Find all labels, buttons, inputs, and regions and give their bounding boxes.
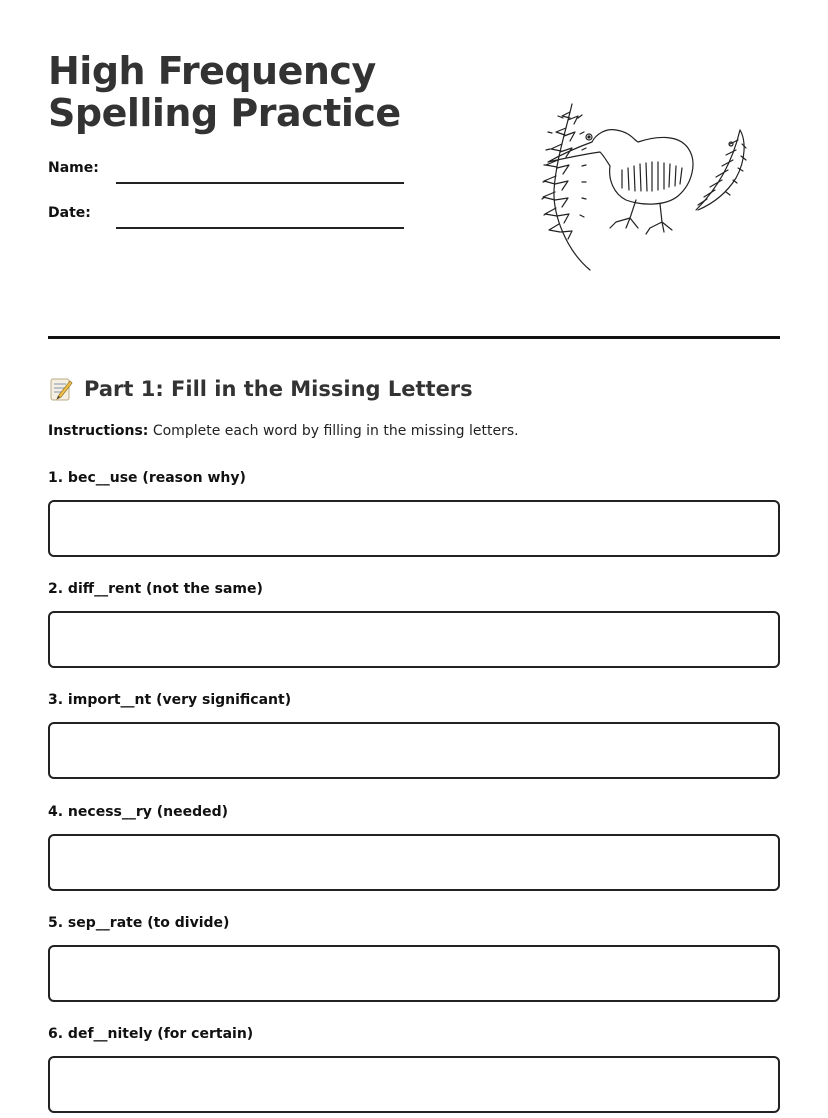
- name-field[interactable]: [116, 182, 404, 184]
- answer-box-2[interactable]: [48, 611, 780, 668]
- kiwi-bird-icon: [548, 130, 693, 234]
- instructions: [48, 423, 519, 439]
- date-field[interactable]: [116, 227, 404, 229]
- question-6: [48, 1024, 780, 1044]
- answer-box-1[interactable]: [48, 500, 780, 557]
- answer-box-6[interactable]: [48, 1056, 780, 1113]
- fern-right-icon: [696, 130, 746, 210]
- question-label: 4. necess__ry (needed): [48, 804, 229, 820]
- name-label: Name:: [48, 160, 99, 176]
- question-label: 1. bec__use (reason why): [48, 470, 246, 486]
- question-label: 2. diff__rent (not the same): [48, 581, 263, 597]
- question-2: [48, 579, 780, 599]
- question-3: [48, 690, 780, 710]
- answer-box-3[interactable]: [48, 722, 780, 779]
- section-divider: [48, 336, 780, 339]
- date-field-row: [48, 205, 404, 229]
- fern-left-icon: [542, 104, 590, 270]
- question-label: 6. def__nitely (for certain): [48, 1026, 254, 1042]
- instructions-text: Complete each word by filling in the missing letters.: [148, 423, 519, 439]
- page-title: High Frequency Spelling Practice: [48, 49, 401, 135]
- memo-icon: [48, 376, 74, 402]
- part1-heading-text: Part 1: Fill in the Missing Letters: [84, 377, 473, 401]
- question-label: 3. import__nt (very significant): [48, 692, 292, 708]
- question-5: [48, 913, 780, 933]
- question-4: [48, 802, 780, 822]
- name-field-row: [48, 160, 404, 184]
- answer-box-5[interactable]: [48, 945, 780, 1002]
- question-label: 5. sep__rate (to divide): [48, 915, 230, 931]
- kiwi-illustration: [526, 100, 756, 275]
- instructions-label: Instructions:: [48, 423, 149, 439]
- part1-heading: [48, 372, 473, 406]
- answer-box-4[interactable]: [48, 834, 780, 891]
- question-1: [48, 468, 780, 488]
- date-label: Date:: [48, 205, 91, 221]
